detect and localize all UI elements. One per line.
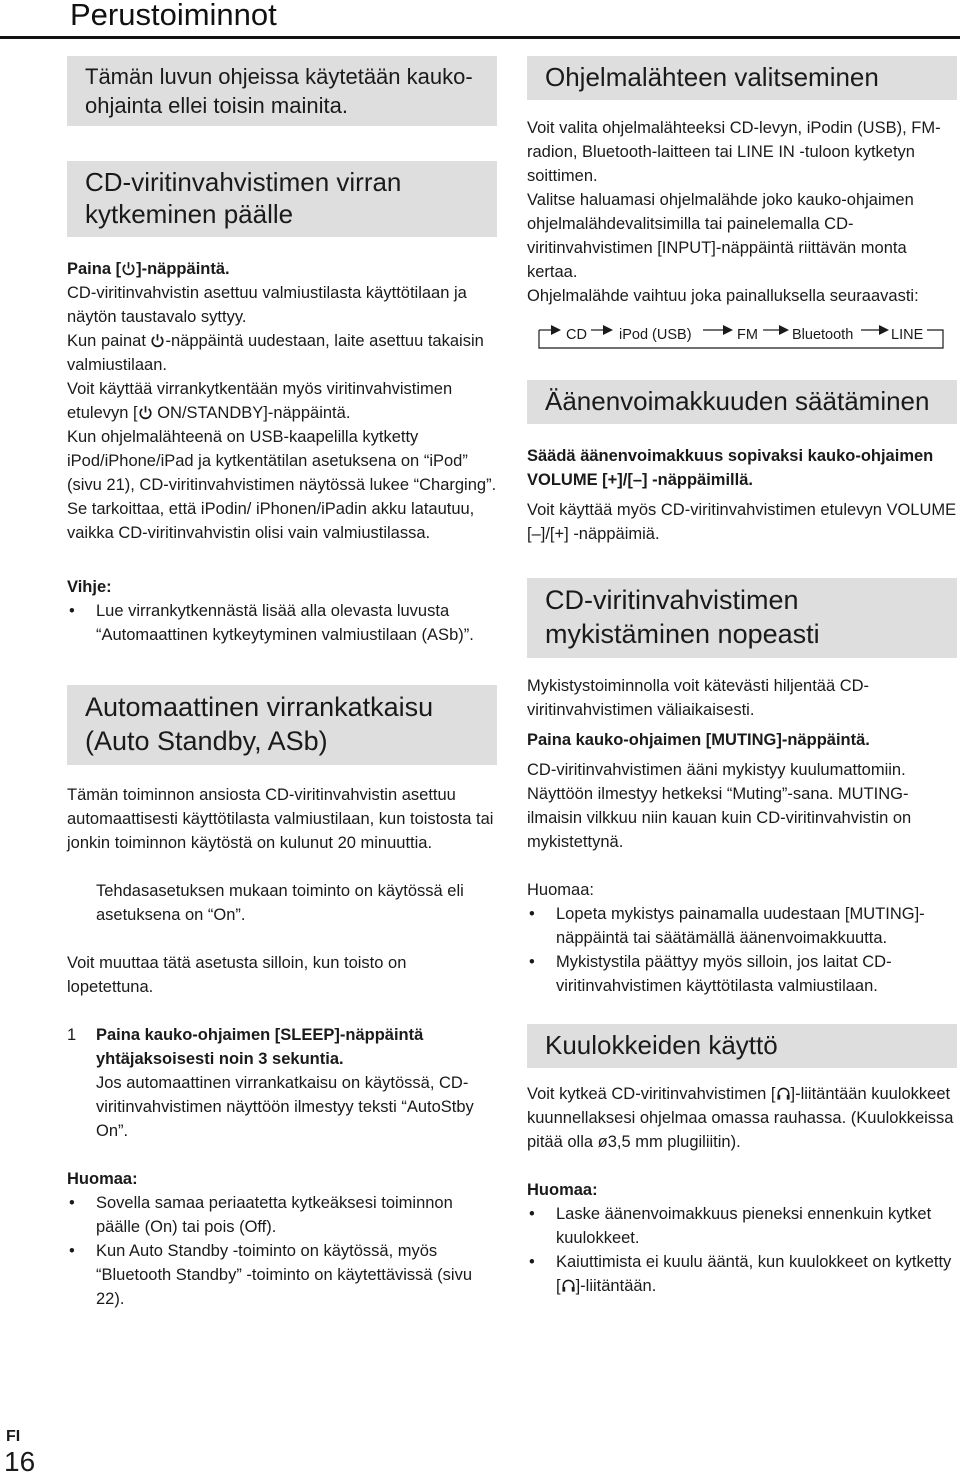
- language-code: FI: [6, 1428, 21, 1445]
- step-body: Jos automaattinen virrankatkaisu on käytössä, CD-viritinvahvistimen näyttöön ilmestyy teksti “AutoStby On”.: [96, 1074, 474, 1140]
- source-text-1: Voit valita ohjelmalähteeksi CD-levyn, iPodin (USB), FM-radion, Bluetooth-laitteen tai LINE IN -tuloon kytketyn soittimen.: [527, 119, 941, 185]
- volume-text-1: Säädä äänenvoimakkuus sopivaksi kauko-ohjaimen VOLUME [+]/[–] -näppäimillä.: [527, 447, 934, 489]
- auto-standby-text-2: Tehdasasetuksen mukaan toiminto on käytössä eli asetuksena on “On”.: [96, 882, 464, 924]
- hint-item: • Lue virrankytkennästä lisää alla olevasta luvusta “Automaattinen kytkeytyminen valmiustilaan (ASb)”.: [67, 599, 497, 647]
- auto-standby-heading: Automaattinen virrankatkaisu (Auto Standby, ASb): [67, 685, 497, 765]
- source-sequence: [527, 318, 957, 358]
- sequence-ipod: iPod (USB): [619, 327, 692, 343]
- mute-heading: CD-viritinvahvistimen mykistäminen nopeasti: [527, 578, 957, 658]
- sequence-fm: FM: [737, 327, 758, 343]
- power-on-text-3: Voit käyttää virrankytkentään myös viritinvahvistimen etulevyn [ ON/STANDBY]-näppäintä.: [67, 380, 453, 422]
- auto-standby-text-1: Tämän toiminnon ansiosta CD-viritinvahvistin asettuu automaattisesti käyttötilasta valmiustilaan, kun toistosta tai jonkin toiminnon käytöstä on kulunut 20 minuuttia.: [67, 786, 494, 852]
- headphones-note-list: [527, 1202, 957, 1298]
- note-item: • Lopeta mykistys painamalla uudestaan [MUTING]-näppäintä tai säätämällä äänenvoimakkuutta.: [527, 902, 957, 950]
- power-on-heading: CD-viritinvahvistimen virran kytkeminen päälle: [67, 161, 497, 237]
- power-on-step: Paina [ ]-näppäintä.: [67, 260, 230, 278]
- auto-standby-note-label: Huomaa:: [67, 1170, 138, 1188]
- step-number: 1: [67, 1026, 77, 1044]
- mute-step: Paina kauko-ohjaimen [MUTING]-näppäintä.: [527, 731, 870, 749]
- mute-text-2: CD-viritinvahvistimen ääni mykistyy kuulumattomiin. Näyttöön ilmestyy hetkeksi “Muting”-sana. MUTING-ilmaisin vilkkuu niin kauan kuin CD-viritinvahvistin on mykistettynä.: [527, 761, 912, 851]
- sequence-bluetooth: Bluetooth: [792, 327, 854, 343]
- note-item: • Mykistystila päättyy myös silloin, jos laitat CD-viritinvahvistimen käyttötilasta valmiustilaan.: [527, 950, 957, 998]
- note-item: • Kun Auto Standby -toiminto on käytössä, myös “Bluetooth Standby” -toiminto on käytettävissä (sivu 22).: [67, 1239, 497, 1311]
- power-icon: [138, 405, 153, 420]
- auto-standby-note-list: [67, 1191, 497, 1311]
- note-item: • Kaiuttimista ei kuulu ääntä, kun kuulokkeet on kytketty [ ]-liitäntään.: [527, 1250, 957, 1298]
- auto-standby-step: [67, 1023, 497, 1143]
- mute-text-1: Mykistystoiminnolla voit kätevästi hiljentää CD-viritinvahvistimen väliaikaisesti.: [527, 677, 870, 719]
- hint-list: [67, 599, 497, 647]
- power-on-text-4: Kun ohjelmalähteenä on USB-kaapelilla kytketty iPod/iPhone/iPad ja kytkentätilan asetuksena on “iPod” (sivu 21), CD-viritinvahvistimen näytössä lukee “Charging”. Se tarkoittaa, että iPodin/ iPhonen/iPadin akku latautuu, vaikka CD-viritinvahvistin olisi vain valmiustilassa.: [67, 428, 497, 542]
- intro-box: Tämän luvun ohjeissa käytetään kauko-ohjainta ellei toisin mainita.: [67, 56, 497, 126]
- source-text-3: Ohjelmalähde vaihtuu joka painalluksella seuraavasti:: [527, 287, 919, 305]
- headphones-note-label: Huomaa:: [527, 1181, 598, 1199]
- mute-note-list: [527, 902, 957, 998]
- power-on-text-2: Kun painat -näppäintä uudestaan, laite asettuu takaisin valmiustilaan.: [67, 332, 484, 374]
- hint-label: Vihje:: [67, 578, 112, 596]
- sequence-line: LINE: [891, 327, 924, 343]
- power-icon: [150, 333, 165, 348]
- sequence-cd: CD: [566, 327, 587, 343]
- source-heading: Ohjelmalähteen valitseminen: [527, 56, 957, 100]
- mute-note-label: Huomaa:: [527, 881, 594, 899]
- volume-text-2: Voit käyttää myös CD-viritinvahvistimen etulevyn VOLUME [–]/[+] -näppäimiä.: [527, 501, 957, 543]
- headphones-text-1: Voit kytkeä CD-viritinvahvistimen [ ]-liitäntään kuulokkeet kuunnellaksesi ohjelmaa omassa rauhassa. (Kuulokkeissa pitää olla ø3,5 mm plugiliitin).: [527, 1085, 954, 1151]
- headphones-heading: Kuulokkeiden käyttö: [527, 1024, 957, 1068]
- headphones-icon: [561, 1278, 576, 1293]
- page-header: [0, 0, 960, 39]
- page-title: Perustoiminnot: [70, 0, 277, 32]
- note-item: • Sovella samaa periaatetta kytkeäksesi toiminnon päälle (On) tai pois (Off).: [67, 1191, 497, 1239]
- step-title: Paina kauko-ohjaimen [SLEEP]-näppäintä yhtäjaksoisesti noin 3 sekuntia.: [96, 1026, 424, 1068]
- headphones-icon: [776, 1086, 791, 1101]
- right-column: [527, 56, 957, 1298]
- page-number: 16: [4, 1446, 36, 1477]
- left-column: [67, 56, 497, 1311]
- auto-standby-text-3: Voit muuttaa tätä asetusta silloin, kun toisto on lopetettuna.: [67, 954, 407, 996]
- power-on-text-1: CD-viritinvahvistin asettuu valmiustilasta käyttötilaan ja näytön taustavalo syttyy.: [67, 284, 467, 326]
- source-text-2: Valitse haluamasi ohjelmalähde joko kauko-ohjaimen ohjelmalähdevalitsimilla tai painelemalla CD-viritinvahvistimen [INPUT]-näppäintä riittävän monta kertaa.: [527, 191, 914, 281]
- note-item: • Laske äänenvoimakkuus pieneksi ennenkuin kytket kuulokkeet.: [527, 1202, 957, 1250]
- power-icon: [121, 261, 136, 276]
- volume-heading: Äänenvoimakkuuden säätäminen: [527, 380, 957, 424]
